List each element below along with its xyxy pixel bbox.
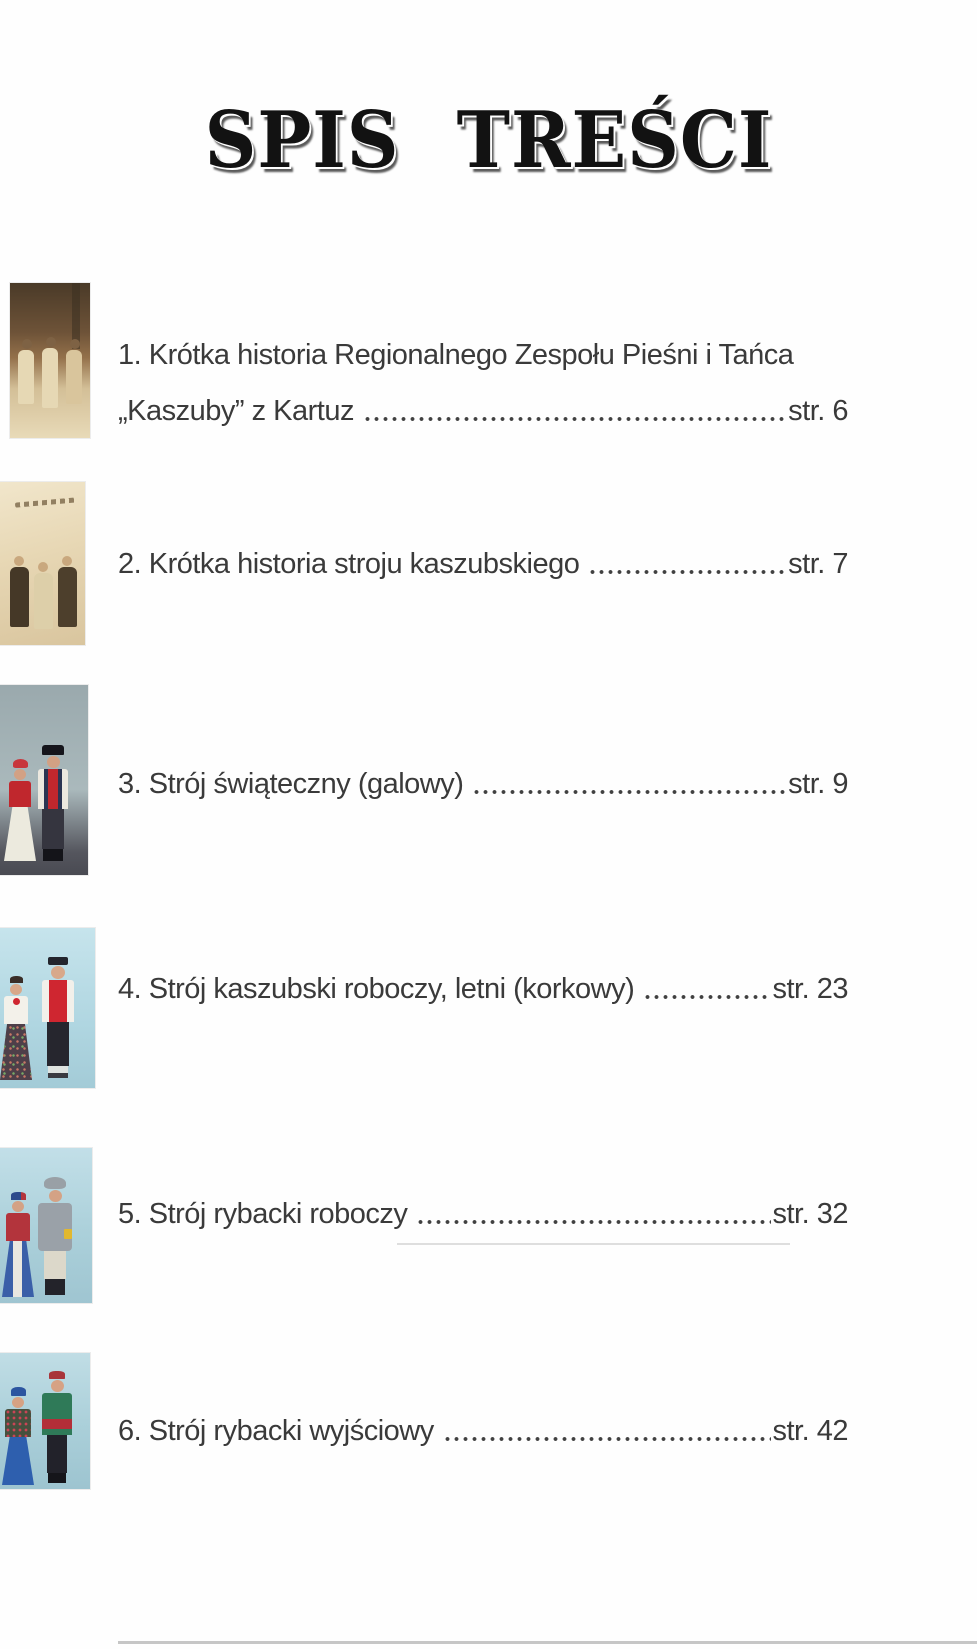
- toc-entry-1-title-continuation: „Kaszuby” z Kartuz: [118, 395, 354, 427]
- entry-5-photo-thumbnail: [0, 1148, 92, 1303]
- figure-part: [42, 809, 64, 849]
- dot-leader: [414, 1196, 770, 1232]
- figure-part: [38, 769, 68, 809]
- figure-part: [42, 745, 64, 755]
- figure-part: [11, 1387, 26, 1396]
- figure-part: [49, 1190, 62, 1202]
- dot-leader: [470, 766, 786, 802]
- figure-part: [42, 1393, 72, 1435]
- costume-figure: [2, 1387, 34, 1485]
- dot-leader: [586, 546, 786, 582]
- figure-part: [47, 756, 60, 768]
- toc-entry-2-row: [118, 546, 848, 582]
- toc-entry-2-title: 2. Krótka historia stroju kaszubskiego: [118, 548, 580, 580]
- figure-part: [47, 1435, 67, 1473]
- entry-1-photo-thumbnail: [10, 283, 90, 438]
- figure-part: [43, 849, 63, 861]
- figure-part: [2, 1437, 34, 1485]
- figure-part: [51, 966, 65, 979]
- figure-part: [44, 1251, 66, 1279]
- page-title: SPIS TREŚCI: [204, 95, 773, 186]
- entry-2-photo-thumbnail: [0, 482, 85, 645]
- toc-entry-1-title: 1. Krótka historia Regionalnego Zespołu Pieśni i Tańca: [118, 339, 794, 371]
- toc-entry-5-row: [118, 1196, 848, 1232]
- costume-figure: [34, 573, 53, 629]
- toc-entry-1-page: str. 6: [788, 395, 848, 427]
- entry-3-photo-thumbnail: [0, 685, 88, 875]
- toc-entry-5-page: str. 32: [772, 1198, 848, 1230]
- figure-part: [48, 1473, 66, 1483]
- toc-entry-3-row: [118, 766, 848, 802]
- figure-part: [10, 984, 22, 995]
- figure-part: [12, 1397, 24, 1408]
- figure-part: [4, 807, 36, 861]
- figure-part: [5, 1409, 31, 1437]
- toc-entry-6-row: [118, 1413, 848, 1449]
- figure-part: [14, 769, 26, 780]
- costume-figure: [10, 567, 29, 627]
- costume-figure: [66, 350, 82, 404]
- figure-part: [9, 781, 31, 807]
- figure-part: [51, 1380, 64, 1392]
- toc-entry-3-page: str. 9: [788, 768, 848, 800]
- figure-part: [42, 980, 74, 1022]
- costume-figure: [42, 1371, 72, 1483]
- toc-entry-5-title: 5. Strój rybacki roboczy: [118, 1198, 408, 1230]
- figure-part: [4, 996, 28, 1024]
- toc-entry-4-title: 4. Strój kaszubski roboczy, letni (korkowy): [118, 973, 635, 1005]
- figure-part: [10, 976, 23, 983]
- dot-leader: [361, 393, 786, 429]
- figure-part: [38, 1203, 72, 1251]
- figure-part: [12, 1201, 24, 1212]
- scan-artifact-line: [397, 1243, 790, 1245]
- costume-figure: [58, 567, 77, 627]
- costume-figure: [0, 976, 32, 1080]
- figure-part: [47, 1022, 69, 1066]
- toc-entry-6-page: str. 42: [772, 1415, 848, 1447]
- costume-figure: [38, 1177, 72, 1295]
- figure-part: [11, 1192, 26, 1200]
- costume-figure: [4, 759, 36, 861]
- scan-artifact-line: [118, 1641, 977, 1644]
- figure-part: [2, 1241, 34, 1297]
- costume-figure: [18, 350, 34, 404]
- toc-entry-4-row: [118, 971, 848, 1007]
- dot-leader: [441, 1413, 771, 1449]
- figure-part: [44, 1177, 66, 1189]
- costume-figure: [2, 1192, 34, 1297]
- figure-part: [49, 1371, 65, 1379]
- figure-part: [48, 1066, 68, 1078]
- figure-part: [48, 957, 68, 965]
- toc-entry-3-title: 3. Strój świąteczny (galowy): [118, 768, 464, 800]
- toc-entry-6-title: 6. Strój rybacki wyjściowy: [118, 1415, 434, 1447]
- costume-figure: [38, 745, 68, 861]
- toc-entry-4-page: str. 23: [772, 973, 848, 1005]
- figure-part: [6, 1213, 30, 1241]
- figure-part: [13, 759, 28, 768]
- costume-figure: [42, 348, 58, 408]
- handwriting-mark: [15, 497, 77, 507]
- dot-leader: [641, 971, 770, 1007]
- toc-entry-1-row: [118, 393, 848, 429]
- figure-part: [0, 1024, 32, 1080]
- entry-6-photo-thumbnail: [0, 1353, 90, 1489]
- figure-part: [45, 1279, 65, 1295]
- entry-4-photo-thumbnail: [0, 928, 95, 1088]
- costume-figure: [42, 957, 74, 1078]
- toc-entry-2-page: str. 7: [788, 548, 848, 580]
